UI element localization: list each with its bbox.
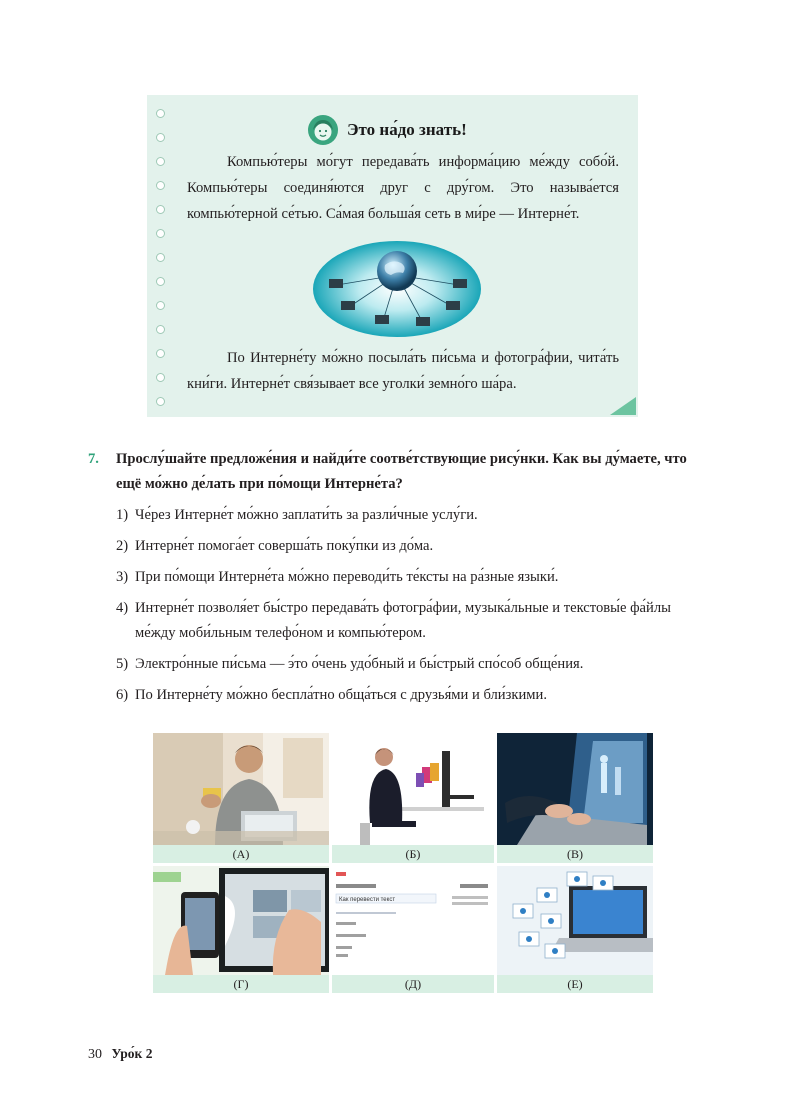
- hands-on-laptop-photo: [497, 733, 653, 845]
- network-globe-illustration: [313, 241, 481, 337]
- page-number: 30: [88, 1047, 102, 1062]
- page-footer: [88, 1046, 152, 1063]
- email-screen-photo: [332, 866, 494, 975]
- binder-ring: [156, 157, 165, 166]
- photo-caption: (Е): [497, 975, 653, 993]
- binder-ring: [156, 253, 165, 262]
- info-box-header: [307, 114, 467, 146]
- binder-ring: [156, 133, 165, 142]
- laptop-email-icons-photo: [497, 866, 653, 975]
- photo-caption: (В): [497, 845, 653, 863]
- woman-online-shopping-photo: [332, 733, 494, 845]
- binder-ring: [156, 397, 165, 406]
- exercise-number: 7.: [88, 451, 99, 467]
- man-paying-with-card-photo: [153, 733, 329, 845]
- info-box-title: Это на́до знать!: [347, 120, 467, 139]
- exercise-instruction: Прослу́шайте предложе́ния и найди́те соотве́тствующие рису́нки. Как вы ду́маете, что ещё мо́жно де́лать при по́мощи Интерне́та?: [116, 451, 687, 492]
- photo-caption: (А): [153, 845, 329, 863]
- phone-and-tablet-photo: [153, 866, 329, 975]
- girl-face-icon: [307, 114, 339, 146]
- info-box: [147, 95, 638, 417]
- photo-d: [332, 866, 494, 993]
- binder-ring: [156, 181, 165, 190]
- photo-c: [497, 733, 653, 863]
- binder-ring: [156, 277, 165, 286]
- photo-caption: (Д): [332, 975, 494, 993]
- info-paragraph: Компью́теры мо́гут передава́ть информа́цию ме́жду собо́й. Компью́теры соединя́ются друг с дру́гом. Это называ́ется компью́терной се́тью. Са́мая больша́я сеть в ми́ре — Интерне́т.: [187, 154, 619, 222]
- binder-ring: [156, 205, 165, 214]
- email-subject: Как перевести текст: [339, 897, 396, 903]
- binder-ring: [156, 109, 165, 118]
- photo-e: [497, 866, 653, 993]
- photo-a: [153, 733, 329, 863]
- binder-ring: [156, 325, 165, 334]
- lesson-label: Уро́к 2: [111, 1046, 153, 1061]
- photo-b: [332, 733, 494, 863]
- binder-ring: [156, 373, 165, 382]
- page-corner-fold: [610, 397, 636, 415]
- binder-ring: [156, 301, 165, 310]
- binder-ring: [156, 349, 165, 358]
- binder-ring: [156, 229, 165, 238]
- photo-g: [153, 866, 329, 993]
- photo-caption: (Г): [153, 975, 329, 993]
- photo-caption: (Б): [332, 845, 494, 863]
- info-paragraph: По Интерне́ту мо́жно посыла́ть пи́сьма и фотогра́фии, чита́ть кни́ги. Интерне́т свя́зывает все уголки́ земно́го ша́ра.: [187, 350, 619, 392]
